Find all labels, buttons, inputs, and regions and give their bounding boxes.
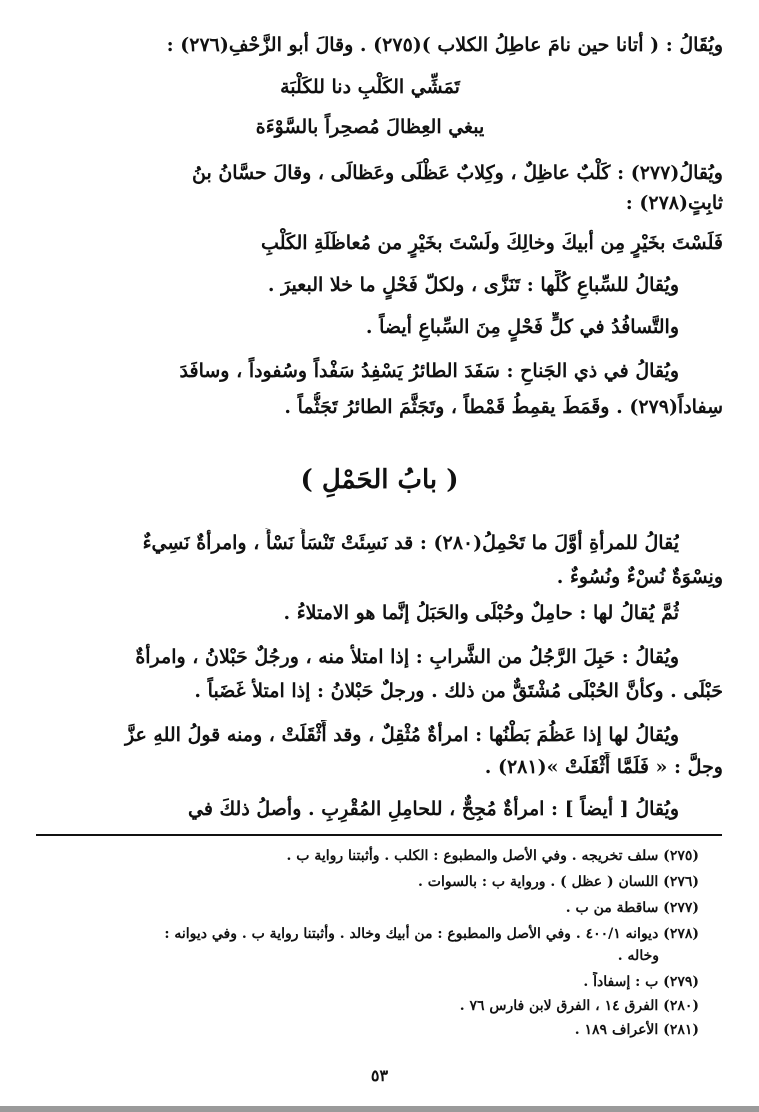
body-line-11: ويُقالُ : حَبِلَ الرَّجُلُ من الشَّرابِ : إذا امتلأ منه ، ورجُلٌ حَبْلانُ ، وامرأةٌ [135, 646, 679, 668]
section-title: ( بابُ الحَمْلِ ) [300, 465, 459, 495]
page-number: ٥٣ [370, 1066, 389, 1085]
body-line-8: يُقالُ للمرأةِ أوَّلَ ما تَحْمِلُ(٢٨٠) : قد نَسِئَتْ تَنْسَأُ نَسْأً ، وامرأةٌ نَسِيءٌ [142, 532, 679, 554]
footnote-275: (٢٧٥) سلف تخريجه . وفي الأصل والمطبوع : الكلب . وأثبتنا رواية ب . [286, 848, 699, 864]
footnote-divider [36, 834, 722, 836]
body-line-1: ويُقَالُ : ( أتانا حين نامَ عاطِلُ الكلاب )(٢٧٥) . وقالَ أبو الزَّحْفِ(٢٧٦) : [166, 34, 723, 56]
body-line-3: ثابِتٍ(٢٧٨) : [625, 192, 723, 214]
body-line-9: ونِسْوَةٌ نُسْءٌ ونُسُوءٌ . [556, 566, 723, 588]
body-line-12: حَبْلَى . وكأنَّ الحُبْلَى مُشْتَقٌّ من ذلك . ورجلٌ حَبْلانُ : إذا امتلأ غَضَباً . [194, 680, 723, 702]
body-line-7: سِفاداً(٢٧٩) . وقَمَطَ يقمِطُ قَمْطاً ، وتَجَثَّمَ الطائرُ تَجَثُّماً . [284, 396, 723, 418]
footnote-279: (٢٧٩) ب : إسفاداً . [583, 974, 699, 990]
body-line-15: ويُقالُ [ أيضاً ] : امرأةٌ مُجِحٌّ ، للحامِلِ المُقْرِبِ . وأصلُ ذلكَ في [187, 798, 679, 820]
footnote-277: (٢٧٧) ساقطة من ب . [565, 900, 699, 916]
footnote-280: (٢٨٠) الفرق ١٤ ، الفرق لابن فارس ٧٦ . [459, 998, 699, 1014]
body-line-14: وجلَّ : « فَلَمَّا أَثْقَلَتْ »(٢٨١) . [484, 756, 723, 778]
verse-line-2: يبغي العِظالَ مُصحِراً بالسَّوْءَة [255, 116, 485, 138]
body-line-4: ويُقالُ للسِّباعِ كُلِّها : تَنَزَّى ، ولكلّ فَحْلٍ ما خلا البعيرَ . [267, 274, 679, 296]
verse-line-1: تَمَشِّي الكَلْبِ دنا للكَلْبَة [280, 76, 460, 98]
body-line-6: ويُقالُ في ذي الجَناحِ : سَفَدَ الطائرُ يَسْفِدُ سَفْداً وسُفوداً ، وسافَدَ [179, 360, 679, 382]
footnote-278: (٢٧٨) ديوانه ٤٠٠/١ . وفي الأصل والمطبوع : من أبيك وخالد . وأثبتنا رواية ب . وفي ديوانه : [164, 926, 699, 942]
footnote-278-continuation: وخاله . [617, 948, 659, 964]
body-line-2: ويُقالُ(٢٧٧) : كَلْبٌ عاظِلٌ ، وكِلابٌ عَظْلَى وعَظالَى ، وقالَ حسَّانُ بنُ [191, 162, 723, 184]
poetry-couplet: فَلَسْتَ بخَيْرٍ مِن أبيكَ وخالِكَ ولَسْتَ بخَيْرٍ من مُعاظَلَةِ الكَلْبِ [261, 232, 723, 254]
body-line-10: ثُمَّ يُقالُ لها : حامِلٌ وحُبْلَى والحَبَلُ إنَّما هو الامتلاءُ . [283, 602, 679, 624]
body-line-13: ويُقالُ لها إذا عَظُمَ بَطْنُها : امرأةٌ مُثْقِلٌ ، وقد أَثْقَلَتْ ، ومنه قولُ اللهِ عزَّ [124, 724, 679, 746]
footnote-276: (٢٧٦) اللسان ( عظل ) . ورواية ب : بالسوات . [418, 874, 699, 890]
footnote-281: (٢٨١) الأعراف ١٨٩ . [574, 1022, 699, 1038]
body-line-5: والتَّسافُدُ في كلٍّ فَحْلٍ مِنَ السِّباعِ أيضاً . [365, 316, 679, 338]
scan-bottom-edge [0, 1106, 759, 1112]
